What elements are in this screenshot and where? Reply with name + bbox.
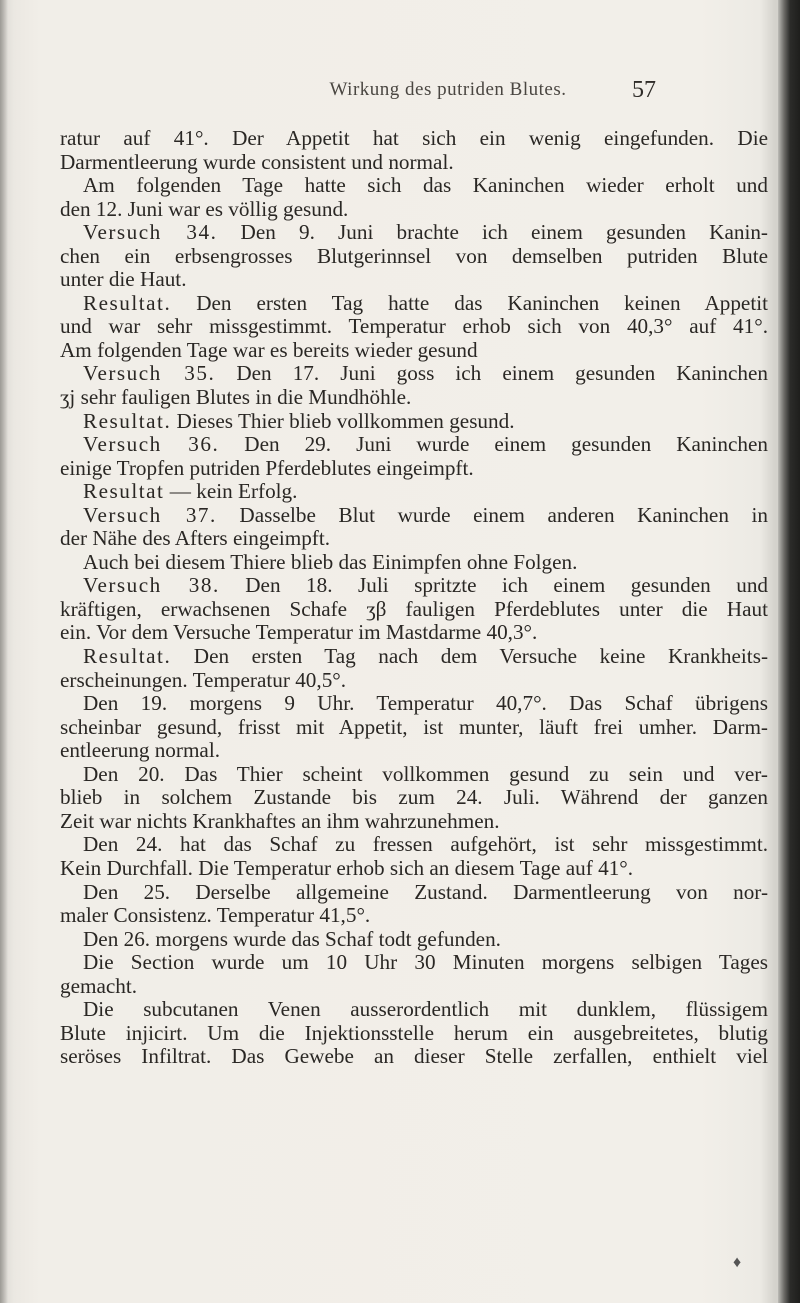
line-text: Den 20. Das Thier scheint vollkommen gesund zu sein und ver- [83, 762, 768, 786]
section-lead: Versuch 34. [83, 221, 218, 245]
text-line [60, 669, 768, 693]
text-line [60, 998, 768, 1022]
line-text: Blute injicirt. Um die Injektionsstelle herum ein ausgebreitetes, blutig [60, 1021, 768, 1045]
line-text: der Nähe des Afters eingeimpft. [60, 527, 331, 551]
line-text: scheinbar gesund, frisst mit Appetit, ist munter, läuft frei umher. Darm- [60, 715, 768, 739]
line-text: kräftigen, erwachsenen Schafe ʒβ fauligen Pferdeblutes unter die Haut [60, 597, 768, 621]
text-line [60, 315, 768, 339]
line-text: gemacht. [60, 974, 138, 998]
text-line [60, 198, 768, 222]
line-text: Am folgenden Tage war es bereits wieder gesund [60, 338, 478, 362]
line-text: den 12. Juni war es völlig gesund. [60, 197, 349, 221]
section-lead: Resultat [83, 480, 165, 504]
line-text: seröses Infiltrat. Das Gewebe an dieser Stelle zerfallen, enthielt viel [60, 1045, 768, 1069]
line-text: Den 29. Juni wurde einem gesunden Kaninchen [219, 433, 768, 457]
line-text: — kein Erfolg. [164, 480, 298, 504]
text-line [60, 621, 768, 645]
line-text: Den ersten Tag hatte das Kaninchen keinen Appetit [171, 291, 768, 315]
text-line [60, 928, 768, 952]
line-text: Zeit war nichts Krankhaftes an ihm wahrzunehmen. [60, 809, 500, 833]
line-text: Den 24. hat das Schaf zu fressen aufgehört, ist sehr missgestimmt. [83, 833, 768, 857]
section-lead: Versuch 38. [83, 574, 220, 598]
page-number: 57 [632, 77, 656, 103]
line-text: einige Tropfen putriden Pferdeblutes eingeimpft. [60, 456, 474, 480]
text-line [60, 410, 768, 434]
body-text [60, 127, 768, 1069]
text-line [60, 245, 768, 269]
line-text: Darmentleerung wurde consistent und normal. [60, 150, 454, 174]
line-text: maler Consistenz. Temperatur 41,5°. [60, 904, 371, 928]
line-text: Dieses Thier blieb vollkommen gesund. [171, 409, 515, 433]
line-text: Am folgenden Tage hatte sich das Kaninchen wieder erholt und [83, 174, 768, 198]
line-text: Den 9. Juni brachte ich einem gesunden Kanin- [217, 221, 768, 245]
line-text: unter die Haut. [60, 268, 187, 292]
text-line [60, 221, 768, 245]
line-text: Den ersten Tag nach dem Versuche keine Krankheits- [171, 645, 768, 669]
line-text: Die Section wurde um 10 Uhr 30 Minuten morgens selbigen Tages [83, 951, 768, 975]
text-line [60, 1022, 768, 1046]
line-text: chen ein erbsengrosses Blutgerinnsel von demselben putriden Blute [60, 244, 768, 268]
text-line [60, 763, 768, 787]
text-line [60, 433, 768, 457]
text-line [60, 174, 768, 198]
text-line [60, 716, 768, 740]
text-line [60, 645, 768, 669]
section-lead: Resultat. [83, 409, 172, 433]
text-line [60, 857, 768, 881]
text-line [60, 527, 768, 551]
text-line [60, 951, 768, 975]
text-line [60, 551, 768, 575]
page-header [0, 79, 800, 109]
line-text: Den 18. Juli spritzte ich einem gesunden und [219, 574, 768, 598]
line-text: blieb in solchem Zustande bis zum 24. Juli. Während der ganzen [60, 786, 768, 810]
text-line [60, 739, 768, 763]
running-title: Wirkung des putriden Blutes. [329, 79, 567, 100]
section-lead: Versuch 37. [83, 503, 217, 527]
text-line [60, 339, 768, 363]
line-text: ein. Vor dem Versuche Temperatur im Mastdarme 40,3°. [60, 621, 538, 645]
text-line [60, 833, 768, 857]
text-line [60, 292, 768, 316]
text-line [60, 480, 768, 504]
page-edge [778, 0, 800, 1303]
line-text: erscheinungen. Temperatur 40,5°. [60, 668, 347, 692]
section-lead: Resultat. [83, 645, 172, 669]
line-text: Den 19. morgens 9 Uhr. Temperatur 40,7°. Das Schaf übrigens [83, 692, 768, 716]
text-line [60, 268, 768, 292]
text-line [60, 810, 768, 834]
text-line [60, 975, 768, 999]
line-text: Dasselbe Blut wurde einem anderen Kaninchen in [216, 503, 768, 527]
line-text: ratur auf 41°. Der Appetit hat sich ein wenig eingefunden. Die [60, 127, 768, 150]
text-line [60, 457, 768, 481]
line-text: Auch bei diesem Thiere blieb das Einimpfen ohne Folgen. [83, 550, 578, 574]
line-text: Den 25. Derselbe allgemeine Zustand. Darmentleerung von nor- [83, 880, 768, 904]
line-text: Kein Durchfall. Die Temperatur erhob sich an diesem Tage auf 41°. [60, 856, 634, 880]
section-lead: Resultat. [83, 291, 172, 315]
text-line [60, 504, 768, 528]
text-line [60, 386, 768, 410]
section-lead: Versuch 36. [83, 433, 220, 457]
gutter-shadow [0, 0, 8, 1303]
text-line [60, 786, 768, 810]
line-text: Den 17. Juni goss ich einem gesunden Kaninchen [215, 362, 768, 386]
section-lead: Versuch 35. [83, 362, 216, 386]
text-line [60, 151, 768, 175]
line-text: Den 26. morgens wurde das Schaf todt gefunden. [83, 927, 501, 951]
printer-mark: ♦ [733, 1254, 742, 1271]
text-line [60, 881, 768, 905]
text-line [60, 692, 768, 716]
line-text: ʒj sehr fauligen Blutes in die Mundhöhle. [60, 386, 412, 410]
text-line [60, 574, 768, 598]
line-text: und war sehr missgestimmt. Temperatur erhob sich von 40,3° auf 41°. [60, 315, 768, 339]
text-line [60, 904, 768, 928]
line-text: Die subcutanen Venen ausserordentlich mit dunklem, flüssigem [83, 998, 768, 1022]
text-line [60, 1045, 768, 1069]
text-line [60, 598, 768, 622]
text-line [60, 362, 768, 386]
line-text: entleerung normal. [60, 739, 221, 763]
text-line [60, 127, 768, 151]
